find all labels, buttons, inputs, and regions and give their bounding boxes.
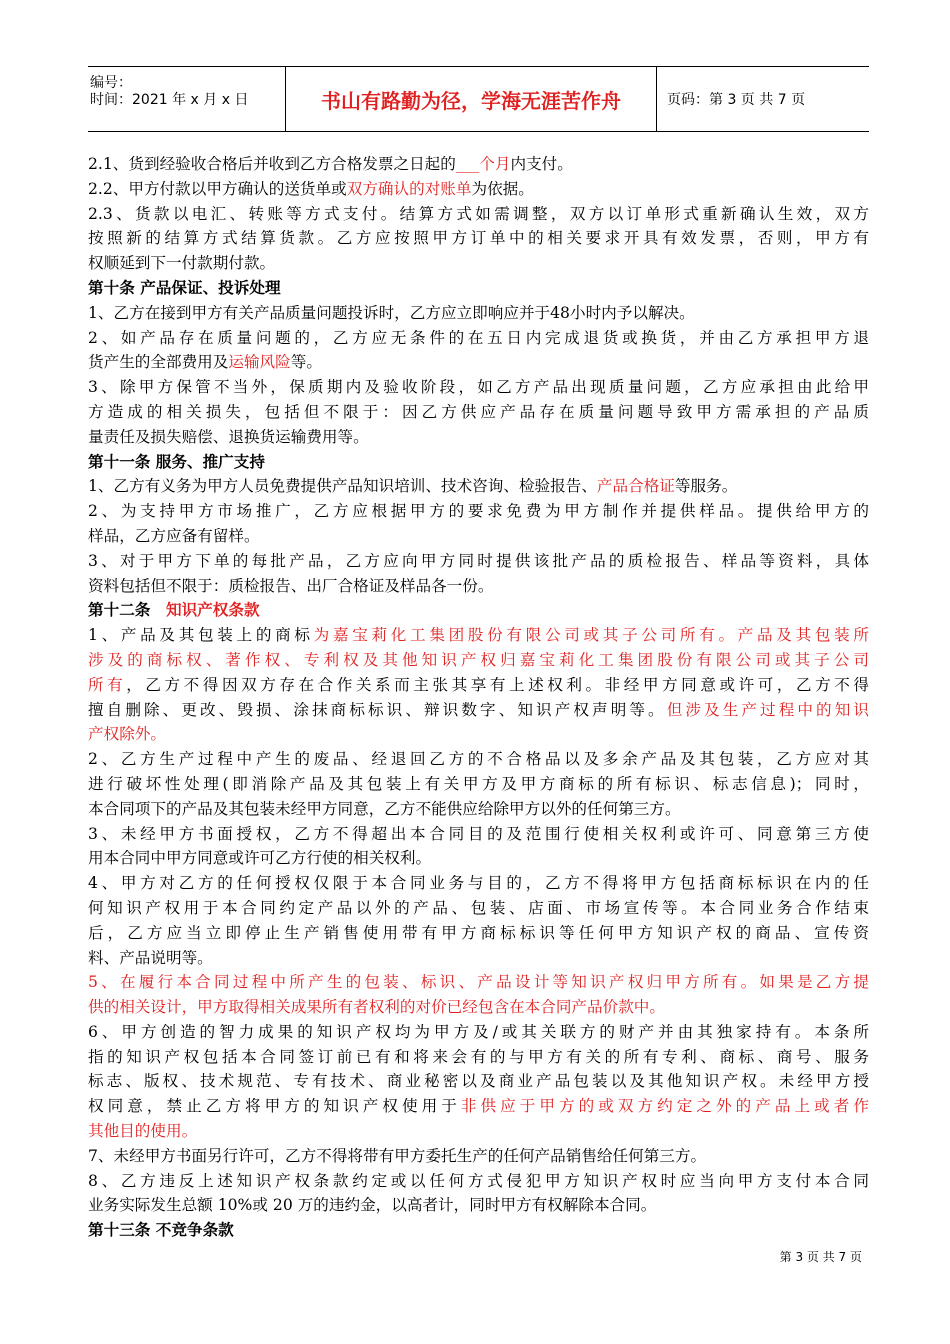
text-segment: ___个月: [455, 155, 511, 173]
text-line: [88, 1020, 869, 1045]
text-line: [88, 623, 869, 648]
text-line: [88, 1069, 869, 1094]
text-segment: 5、在履行本合同过程中所产生的包装、标识、产品设计等知识产权归甲方所有。如果是乙方提: [88, 973, 869, 992]
text-segment: 权顺延到下一付款期付款。: [88, 254, 276, 273]
text-line: [88, 673, 869, 698]
document-date: 时间：2021 年 x 月 x 日: [90, 92, 249, 108]
text-segment: 货产生的全部费用及: [88, 353, 229, 372]
text-segment: 产品合格证: [596, 477, 675, 496]
section-heading: 第十一条 服务、推广支持: [88, 452, 265, 471]
text-segment: 供的相关设计，甲方取得相关成果所有者权利的对价已经包含在本合同产品价款中。: [88, 998, 665, 1017]
page-footer: 第 3 页 共 7 页: [779, 1250, 862, 1264]
text-line: [88, 1169, 869, 1194]
text-line: [88, 276, 869, 301]
text-segment: 双方确认的对账单: [346, 179, 472, 198]
text-line: [88, 797, 869, 822]
text-line: [88, 326, 869, 351]
text-segment: 3、未经甲方书面授权，乙方不得超出本合同目的及范围行使相关权利或许可、同意第三方使: [88, 824, 869, 843]
text-segment: 2、为支持甲方市场推广，乙方应根据甲方的要求免费为甲方制作并提供样品。提供给甲方的: [88, 502, 869, 521]
section-heading: 知识产权条款: [165, 601, 260, 620]
text-line: [88, 1045, 869, 1070]
text-segment: 2.1、货到经验收合格后并收到乙方合格发票之日起的: [88, 155, 456, 173]
section-heading: 第十条 产品保证、投诉处理: [88, 278, 281, 297]
text-line: [88, 1193, 869, 1218]
text-segment: 等。: [290, 353, 322, 372]
text-segment: 后，乙方应当立即停止生产销售使用带有甲方商标标识等任何甲方知识产权的商品、宣传资: [88, 923, 869, 942]
text-line: [88, 450, 869, 475]
text-segment: 用本合同中甲方同意或许可乙方行使的相关权利。: [88, 849, 432, 868]
text-segment: 为依据。: [471, 179, 534, 198]
text-segment: 按照新的结算方式结算货款。乙方应按照甲方订单中的相关要求开具有效发票，否则，甲方有: [88, 229, 869, 248]
text-line: [88, 946, 869, 971]
text-segment: 非供应于甲方的或双方约定之外的产品上或者作: [460, 1097, 869, 1116]
text-line: [88, 202, 869, 227]
text-line: [88, 722, 869, 747]
text-segment: 为嘉宝莉化工集团股份有限公司或其子公司所有。产品及其包装所: [313, 626, 869, 645]
text-segment: 7、未经甲方书面另行许可，乙方不得将带有甲方委托生产的任何产品销售给任何第三方。: [88, 1146, 707, 1165]
text-line: [88, 896, 869, 921]
text-line: [88, 698, 869, 723]
text-line: [88, 598, 869, 623]
text-line: [88, 350, 869, 375]
text-segment: 本合同项下的产品及其包装未经甲方同意，乙方不能供应给除甲方以外的任何第三方。: [88, 799, 681, 818]
text-line: [88, 549, 869, 574]
text-segment: 产权除外。: [88, 725, 166, 744]
text-segment: 3、对于甲方下单的每批产品，乙方应向甲方同时提供该批产品的质检报告、样品等资料，具体: [88, 551, 869, 570]
text-line: [88, 822, 869, 847]
text-line: [88, 301, 869, 326]
page-header: [88, 66, 869, 132]
text-segment: ，乙方不得因双方存在合作关系而主张其享有上述权利。非经甲方同意或许可，乙方不得: [126, 675, 869, 694]
text-line: [88, 648, 869, 673]
text-line: [88, 226, 869, 251]
text-line: [88, 574, 869, 599]
text-line: [88, 921, 869, 946]
section-heading: 第十三条 不竞争条款: [88, 1221, 234, 1240]
section-heading: 第十二条: [88, 601, 166, 620]
text-segment: 3、除甲方保管不当外，保质期内及验收阶段，如乙方产品出现质量问题，乙方应承担由此给甲: [88, 378, 869, 397]
text-line: [88, 1094, 869, 1119]
text-segment: 指的知识产权包括本合同签订前已有和将来会有的与甲方有关的所有专利、商标、商号、服务: [88, 1047, 869, 1066]
text-line: [88, 524, 869, 549]
text-line: [88, 499, 869, 524]
text-line: [88, 846, 869, 871]
text-line: [88, 995, 869, 1020]
header-motto: 书山有路勤为径，学海无涯苦作舟: [285, 67, 657, 131]
text-segment: 1、乙方有义务为甲方人员免费提供产品知识培训、技术咨询、检验报告、: [88, 477, 597, 496]
text-segment: 量责任及损失赔偿、退换货运输费用等。: [88, 427, 369, 446]
text-segment: 等服务。: [674, 477, 738, 496]
text-segment: 样品，乙方应备有留样。: [88, 526, 260, 545]
text-segment: 其他目的使用。: [88, 1122, 198, 1141]
text-segment: 所有: [88, 675, 127, 694]
text-segment: 1、乙方在接到甲方有关产品质量问题投诉时，乙方应立即响应并于48小时内予以解决。: [88, 303, 695, 322]
text-segment: 但涉及生产过程中的知识: [666, 700, 869, 719]
text-line: [88, 1144, 869, 1169]
text-segment: 6、甲方创造的智力成果的知识产权均为甲方及/或其关联方的财产并由其独家持有。本条所: [88, 1022, 869, 1041]
text-segment: 擅自删除、更改、毁损、涂抹商标标识、辩识数字、知识产权声明等。: [88, 700, 667, 719]
text-line: [88, 251, 869, 276]
text-segment: 2、乙方生产过程中产生的废品、经退回乙方的不合格品以及多余产品及其包装，乙方应对其: [88, 750, 869, 769]
document-body: [88, 152, 869, 1243]
text-segment: 内支付。: [510, 155, 573, 173]
text-line: [88, 970, 869, 995]
text-segment: 2、如产品存在质量问题的，乙方应无条件的在五日内完成退货或换货，并由乙方承担甲方退: [88, 328, 869, 347]
text-segment: 涉及的商标权、著作权、专利权及其他知识产权归嘉宝莉化工集团股份有限公司或其子公司: [88, 650, 869, 669]
text-line: [88, 1119, 869, 1144]
text-segment: 2.2、甲方付款以甲方确认的送货单或: [88, 179, 347, 198]
text-segment: 资料包括但不限于：质检报告、出厂合格证及样品各一份。: [88, 576, 494, 595]
text-segment: 权同意，禁止乙方将甲方的知识产权使用于: [88, 1097, 461, 1116]
document-number-label: 编号：: [90, 75, 132, 91]
text-segment: 标志、版权、技术规范、专有技术、商业秘密以及商业产品包装以及其他知识产权。未经甲方授: [88, 1072, 869, 1091]
text-line: [88, 772, 869, 797]
text-line: [88, 152, 869, 177]
text-segment: 8、乙方违反上述知识产权条款约定或以任何方式侵犯甲方知识产权时应当向甲方支付本合同: [88, 1171, 869, 1190]
text-line: [88, 1218, 869, 1243]
text-line: [88, 474, 869, 499]
text-line: [88, 400, 869, 425]
text-segment: 运输风险: [228, 353, 291, 372]
header-meta: [88, 67, 285, 131]
text-segment: 4、甲方对乙方的任何授权仅限于本合同业务与目的，乙方不得将甲方包括商标标识在内的任: [88, 874, 869, 893]
text-line: [88, 747, 869, 772]
text-segment: 2.3、货款以电汇、转账等方式支付。结算方式如需调整，双方以订单形式重新确认生效，双方: [88, 204, 869, 223]
text-segment: 进行破坏性处理(即消除产品及其包装上有关甲方及甲方商标的所有标识、标志信息)；同时，: [88, 774, 869, 793]
text-line: [88, 177, 869, 202]
text-line: [88, 375, 869, 400]
text-segment: 业务实际发生总额 10%或 20 万的违约金，以高者计，同时甲方有权解除本合同。: [88, 1196, 657, 1215]
text-segment: 何知识产权用于本合同约定产品以外的产品、包装、店面、市场宣传等。本合同业务合作结束: [88, 898, 869, 917]
header-page-info: 页码：第 3 页 共 7 页: [667, 92, 806, 108]
text-line: [88, 871, 869, 896]
text-line: [88, 425, 869, 450]
text-segment: 1、产品及其包装上的商标: [88, 626, 314, 645]
text-segment: 料、产品说明等。: [88, 948, 213, 967]
text-segment: 方造成的相关损失，包括但不限于：因乙方供应产品存在质量问题导致甲方需承担的产品质: [88, 402, 869, 421]
